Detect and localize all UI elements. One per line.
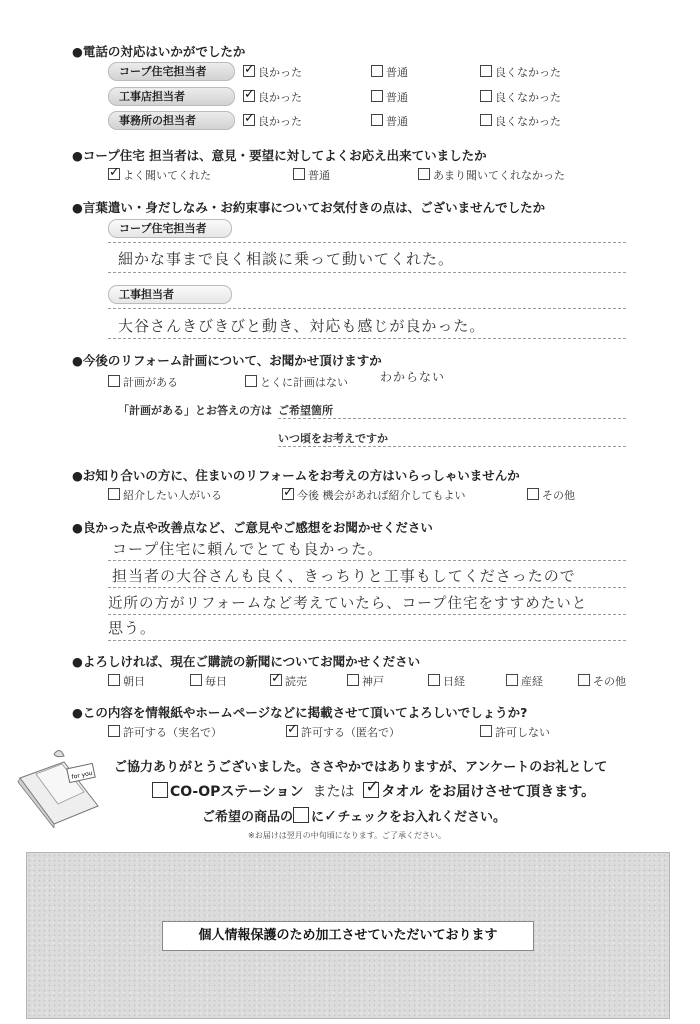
- checkbox[interactable]: [371, 65, 383, 77]
- q6-line4: 思う。: [108, 619, 157, 637]
- q5-opt1[interactable]: 紹介したい人がいる: [108, 487, 222, 503]
- q2-opt1[interactable]: ✓よく聞いてくれた: [108, 167, 211, 183]
- checkbox[interactable]: [480, 65, 492, 77]
- q1-row1-label: コープ住宅担当者: [108, 62, 235, 81]
- dashed-line: [108, 640, 626, 641]
- q6-title: ●良かった点や改善点など、ご意見やご感想をお聞かせください: [72, 520, 433, 535]
- privacy-notice: 個人情報保護のため加工させていただいております: [162, 921, 534, 951]
- q7-opt1[interactable]: 朝日: [108, 673, 145, 689]
- q7-title: ●よろしければ、現在ご購読の新聞についてお聞かせください: [72, 654, 421, 669]
- q5-opt2[interactable]: ✓ 今後 機会があれば紹介してもよい: [282, 487, 466, 503]
- checkbox[interactable]: [243, 90, 255, 102]
- checkbox[interactable]: [190, 674, 202, 686]
- q4-place-label: ご希望箇所: [278, 404, 333, 417]
- q8-opt2[interactable]: ✓ 許可する（匿名で）: [286, 724, 400, 740]
- checkbox[interactable]: [286, 725, 298, 737]
- example-checkbox: [293, 807, 309, 823]
- checkbox[interactable]: [480, 114, 492, 126]
- checkbox[interactable]: [243, 65, 255, 77]
- checkbox[interactable]: [418, 168, 430, 180]
- q4-handwritten-note: わからない: [380, 370, 446, 384]
- q3-coop-comment: 細かな事まで良く相談に乗って動いてくれた。: [118, 250, 455, 268]
- dashed-line: [108, 272, 626, 273]
- q7-opt2[interactable]: 毎日: [190, 673, 227, 689]
- gift-option-coop: CO-OPステーション: [170, 784, 304, 800]
- check-mark-icon: ✓: [324, 806, 338, 825]
- q1-row1-opt3[interactable]: 良くなかった: [480, 64, 561, 80]
- checkbox[interactable]: [578, 674, 590, 686]
- q6-line1: コープ住宅に頼んでとても良かった。: [112, 540, 384, 558]
- checkbox[interactable]: [108, 725, 120, 737]
- dashed-line: [278, 446, 626, 447]
- checkbox[interactable]: [243, 114, 255, 126]
- q1-row1-opt1[interactable]: ✓ 良かった: [243, 64, 302, 80]
- q1-row3-opt1[interactable]: ✓ 良かった: [243, 113, 302, 129]
- q3-coop-label: コープ住宅担当者: [108, 219, 232, 238]
- q3-contractor-comment: 大谷さんきびきびと動き、対応も感じが良かった。: [118, 317, 486, 335]
- dashed-line: [108, 560, 626, 561]
- dashed-line: [278, 418, 626, 419]
- q4-opt2[interactable]: とくに計画はない: [245, 374, 348, 390]
- masked-personal-info-area: [26, 852, 670, 1019]
- dashed-line: [108, 587, 626, 588]
- gift-option-towel: タオル: [381, 784, 424, 800]
- instruction-pre: ご希望の商品の: [202, 810, 294, 825]
- gift-illustration: [14, 744, 104, 828]
- q1-row3-opt2[interactable]: 普通: [371, 113, 408, 129]
- q7-opt6[interactable]: 産経: [506, 673, 543, 689]
- q6-line2: 担当者の大谷さんも良く、きっちりと工事もしてくださったので: [112, 567, 576, 585]
- checkbox[interactable]: [480, 725, 492, 737]
- checkbox[interactable]: [527, 488, 539, 500]
- q7-opt7[interactable]: その他: [578, 673, 626, 689]
- instruction-post: チェックをお入れください。: [337, 810, 507, 825]
- dashed-line: [108, 242, 626, 243]
- delivery-note: ※お届けは翌月の中旬頃になります。ご了承ください。: [248, 831, 447, 840]
- gift-after: をお届けさせて頂きます。: [428, 784, 596, 800]
- checkbox[interactable]: [371, 114, 383, 126]
- dashed-line: [108, 614, 626, 615]
- q1-row3-label: 事務所の担当者: [108, 111, 235, 130]
- checkbox[interactable]: [371, 90, 383, 102]
- q6-line3: 近所の方がリフォームなど考えていたら、コープ住宅をすすめたいと: [108, 596, 588, 612]
- q2-opt3[interactable]: あまり聞いてくれなかった: [418, 167, 565, 183]
- q4-opt1[interactable]: 計画がある: [108, 374, 178, 390]
- towel-checkbox[interactable]: [363, 782, 379, 798]
- q1-title: ●電話の対応はいかがでしたか: [72, 44, 246, 59]
- checkbox[interactable]: [506, 674, 518, 686]
- q7-opt3[interactable]: ✓ 読売: [270, 673, 307, 689]
- gift-tag-text: for you: [71, 769, 94, 781]
- q5-opt3[interactable]: その他: [527, 487, 575, 503]
- q1-row2-opt1[interactable]: ✓ 良かった: [243, 89, 302, 105]
- gift-or: または: [312, 784, 355, 800]
- checkbox[interactable]: [428, 674, 440, 686]
- checkbox[interactable]: [347, 674, 359, 686]
- checkbox[interactable]: [293, 168, 305, 180]
- q1-row3-opt3[interactable]: 良くなかった: [480, 113, 561, 129]
- dashed-line: [108, 308, 626, 309]
- q3-contractor-label: 工事担当者: [108, 285, 232, 304]
- checkbox[interactable]: [270, 674, 282, 686]
- q4-title: ●今後のリフォーム計画について、お聞かせ頂けますか: [72, 353, 382, 368]
- q8-opt1[interactable]: 許可する（実名で）: [108, 724, 222, 740]
- q7-opt4[interactable]: 神戸: [347, 673, 384, 689]
- checkbox[interactable]: [108, 375, 120, 387]
- instruction-mid: に: [311, 810, 325, 825]
- gift-instruction: [202, 806, 506, 825]
- q3-title: ●言葉遣い・身だしなみ・お約束事についてお気付きの点は、ございませんでしたか: [72, 200, 546, 215]
- q7-opt5[interactable]: 日経: [428, 673, 465, 689]
- coop-station-checkbox[interactable]: [152, 782, 168, 798]
- q2-opt2[interactable]: 普通: [293, 167, 330, 183]
- checkbox[interactable]: [282, 488, 294, 500]
- q1-row2-opt2[interactable]: 普通: [371, 89, 408, 105]
- checkbox[interactable]: [108, 488, 120, 500]
- q1-row1-opt2[interactable]: 普通: [371, 64, 408, 80]
- q8-title: ●この内容を情報紙やホームページなどに掲載させて頂いてよろしいでしょうか?: [72, 705, 528, 720]
- checkbox[interactable]: [245, 375, 257, 387]
- dashed-line: [108, 338, 626, 339]
- gift-options-row: [152, 781, 595, 801]
- checkbox[interactable]: [108, 674, 120, 686]
- q1-row2-opt3[interactable]: 良くなかった: [480, 89, 561, 105]
- checkbox[interactable]: [480, 90, 492, 102]
- q2-title: ●コープ住宅 担当者は、意見・要望に対してよくお応え出来ていましたか: [72, 148, 487, 163]
- q1-row2-label: 工事店担当者: [108, 87, 235, 106]
- q4-when-label: いつ頃をお考えですか: [278, 432, 388, 445]
- gift-thanks: ご協力ありがとうございました。ささやかではありますが、アンケートのお礼として: [114, 760, 608, 775]
- checkbox[interactable]: [108, 168, 120, 180]
- q5-title: ●お知り合いの方に、住まいのリフォームをお考えの方はいらっしゃいませんか: [72, 468, 520, 483]
- q8-opt3[interactable]: 許可しない: [480, 724, 550, 740]
- q4-followup: 「計画がある」とお答えの方は: [118, 404, 272, 417]
